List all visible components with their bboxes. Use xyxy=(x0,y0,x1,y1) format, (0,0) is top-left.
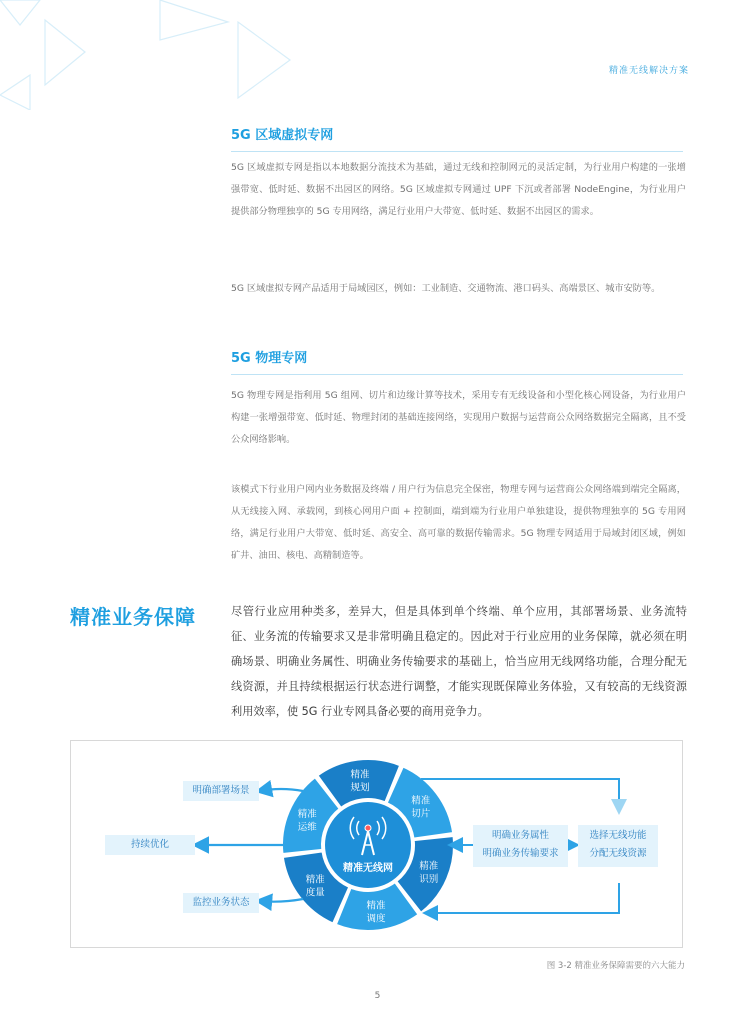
diagram-figure xyxy=(70,740,683,948)
ring-segment-label: 精准 xyxy=(411,795,431,807)
center-label: 精准无线网 xyxy=(343,863,393,874)
ring-segment-label: 精准 xyxy=(297,809,317,821)
header-title: 精准无线解决方案 xyxy=(608,66,689,76)
ring-segment-label: 精准 xyxy=(419,860,439,872)
ring-segment-label: 精准 xyxy=(350,769,370,781)
ring-segment-label: 精准 xyxy=(366,900,386,912)
box-line: 明确业务属性 xyxy=(491,830,549,841)
box-deployment-scene: 明确部署场景 xyxy=(183,781,259,801)
decorative-triangles xyxy=(0,0,300,110)
main-title: 精准业务保障 xyxy=(70,605,196,629)
box-continuous-optimize: 持续优化 xyxy=(105,835,195,855)
figure-caption: 图 3-2 精准业务保障需要的六大能力 xyxy=(546,961,685,971)
main-paragraph: 尽管行业应用种类多，差异大，但是具体到单个终端、单个应用，其部署场景、业务流特征、业务流的传输要求又是非常明确且稳定的。因此对于行业应用的业务保障，就必须在明确场景、明确业务属性、明确业务传输要求的基础上，恰当应用无线网络功能，合理分配无线资源，并且持续根据运行状态进行调整，才能实现既保障业务体验，又有较高的无线资源利用效率，使 5G 行业专网具备必要的商用竞争力。 xyxy=(231,605,687,718)
paragraph: 5G 区域虚拟专网是指以本地数据分流技术为基础，通过无线和控制网元的灵活定制，为行业用户构建的一张增强带宽、低时延、数据不出园区的网络。5G 区域虚拟专网通过 UPF 下沉或者部署 NodeEngine，为行业用户提供部分物理独享的 5G 专用网络，满足行业用户大带宽、低时延、数据不出园区的需求。 xyxy=(231,162,686,217)
ring-segment-label: 调度 xyxy=(366,913,386,925)
paragraph: 5G 区域虚拟专网产品适用于局域园区，例如：工业制造、交通物流、港口码头、高端景区、城市安防等。 xyxy=(231,283,661,294)
box-business-attributes xyxy=(473,825,568,867)
box-line: 选择无线功能 xyxy=(589,830,647,841)
paragraph: 该模式下行业用户网内业务数据及终端 / 用户行为信息完全保密，物理专网与运营商公众网络端到端完全隔离，从无线接入网、承载网，到核心网用户面 + 控制面，端到端为行业用户单独建设，提供物理独享的 5G 专用网络，满足行业用户大带宽、低时延、高安全、高可靠的数据传输需求。5G 物理专网适用于局域封闭区域，例如矿井、油田、核电、高精制造等。 xyxy=(231,484,686,561)
arrow-to-monitor xyxy=(259,899,303,902)
arrow-to-deployment xyxy=(259,789,303,791)
ring-segment-label: 规划 xyxy=(350,782,370,794)
ring-segment-label: 识别 xyxy=(419,873,439,885)
arrow-bottom-loop xyxy=(426,883,619,913)
section-title-physical-network: 5G 物理专网 xyxy=(231,347,683,375)
page-number: 5 xyxy=(374,991,381,1001)
ring-segment-label: 切片 xyxy=(411,808,431,820)
arrow-top-loop xyxy=(421,779,619,811)
ring-segment-label: 度量 xyxy=(305,887,325,899)
ring-segment-label: 运维 xyxy=(297,822,317,834)
box-line: 分配无线资源 xyxy=(589,848,647,859)
section-title-virtual-network: 5G 区域虚拟专网 xyxy=(231,124,683,152)
box-wireless-functions xyxy=(578,825,658,867)
box-line: 明确业务传输要求 xyxy=(482,848,559,859)
ring-segment-label: 精准 xyxy=(305,874,325,886)
box-monitor-status: 监控业务状态 xyxy=(183,893,259,913)
paragraph: 5G 物理专网是指利用 5G 组网、切片和边缘计算等技术，采用专有无线设备和小型化核心网设备，为行业用户构建一张增强带宽、低时延、物理封闭的基础连接网络，实现用户数据与运营商公众网络数据完全隔离，且不受公众网络影响。 xyxy=(231,390,686,445)
